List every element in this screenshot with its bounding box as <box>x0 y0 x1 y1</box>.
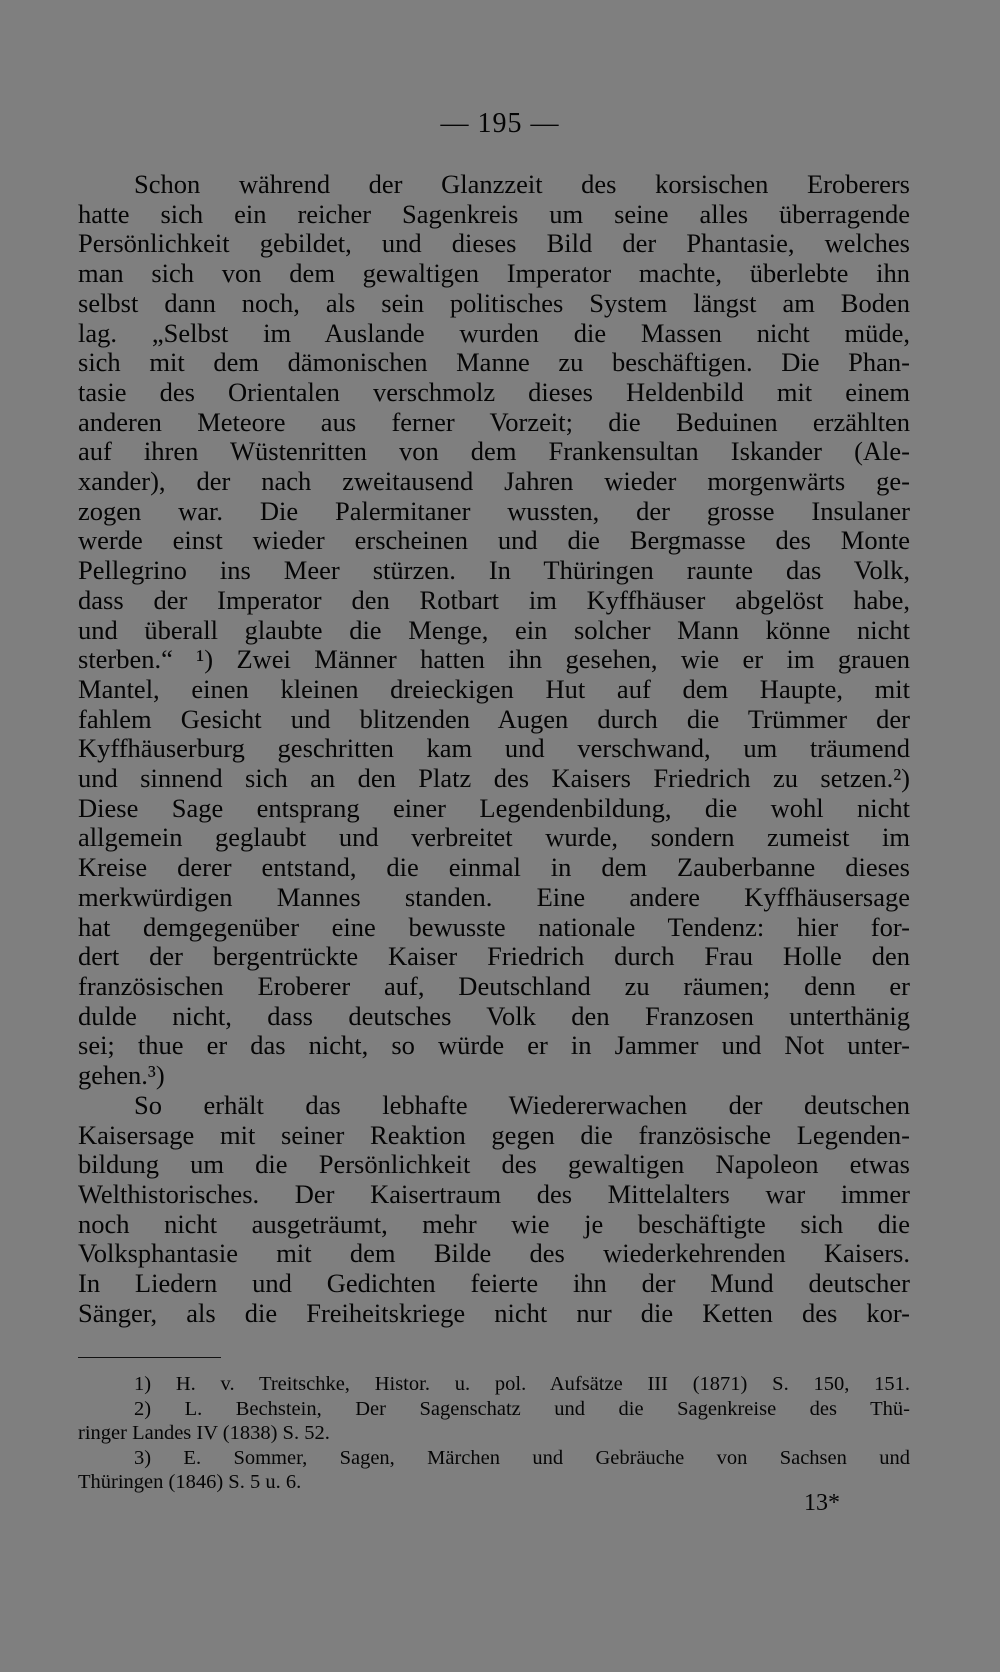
text-line: hat demgegenüber eine bewusste nationale Tendenz: hier for- <box>78 911 910 942</box>
text-line: merkwürdigen Mannes standen. Eine andere Kyffhäusersage <box>78 881 910 912</box>
text-line: allgemein geglaubt und verbreitet wurde, sondern zumeist im <box>78 822 910 853</box>
text-line: In Liedern und Gedichten feierte ihn der Mund deutscher <box>78 1268 910 1299</box>
text-line: Kaisersage mit seiner Reaktion gegen die französische Legenden- <box>78 1119 910 1150</box>
text-line: sei; thue er das nicht, so würde er in Jammer und Not unter- <box>78 1030 910 1061</box>
paragraph-2 <box>78 1091 910 1329</box>
footnote-divider <box>78 1357 221 1358</box>
text-line: dert der bergentrückte Kaiser Friedrich durch Frau Holle den <box>78 941 910 972</box>
paragraph-1 <box>78 170 910 1091</box>
text-line: selbst dann noch, als sein politisches System längst am Boden <box>78 287 910 318</box>
text-line: tasie des Orientalen verschmolz dieses Heldenbild mit einem <box>78 376 910 407</box>
text-line: Persönlichkeit gebildet, und dieses Bild der Phantasie, welches <box>78 228 910 259</box>
text-line: Schon während der Glanzzeit des korsischen Eroberers <box>134 169 910 199</box>
body-text <box>78 170 910 1328</box>
footnote-3: 3) E. Sommer, Sagen, Märchen und Gebräuche von Sachsen und <box>134 1446 910 1469</box>
footnote-2-continued: ringer Landes IV (1838) S. 52. <box>78 1422 330 1444</box>
text-line: sterben.“ ¹) Zwei Männer hatten ihn gesehen, wie er im grauen <box>78 644 910 675</box>
text-line: anderen Meteore aus ferner Vorzeit; die Beduinen erzählten <box>78 406 910 437</box>
text-line: Mantel, einen kleinen dreieckigen Hut auf dem Haupte, mit <box>78 673 910 704</box>
page-number: — 195 — <box>440 108 560 139</box>
footnote-2: 2) L. Bechstein, Der Sagenschatz und die Sagenkreise des Thü- <box>134 1397 910 1420</box>
text-line: Diese Sage entsprang einer Legendenbildung, die wohl nicht <box>78 792 910 823</box>
text-line: Kyffhäuserburg geschritten kam und verschwand, um träumend <box>78 733 910 764</box>
text-line: Kreise derer entstand, die einmal in dem Zauberbanne dieses <box>78 852 910 883</box>
text-line: Welthistorisches. Der Kaisertraum des Mittelalters war immer <box>78 1178 910 1209</box>
text-line: auf ihren Wüstenritten von dem Frankensultan Iskander (Ale- <box>78 436 910 467</box>
text-line: So erhält das lebhafte Wiedererwachen der deutschen <box>134 1089 910 1120</box>
text-line: sich mit dem dämonischen Manne zu beschäftigen. Die Phan- <box>78 347 910 378</box>
footnotes <box>78 1372 910 1495</box>
text-line: werde einst wieder erscheinen und die Bergmasse des Monte <box>78 525 910 556</box>
text-line: fahlem Gesicht und blitzenden Augen durch die Trümmer der <box>78 703 910 734</box>
text-line: xander), der nach zweitausend Jahren wieder morgenwärts ge- <box>78 466 910 497</box>
text-line: Sänger, als die Freiheitskriege nicht nur die Ketten des kor- <box>78 1297 910 1328</box>
text-line: dass der Imperator den Rotbart im Kyffhäuser abgelöst habe, <box>78 584 910 615</box>
text-line: Pellegrino ins Meer stürzen. In Thüringen raunte das Volk, <box>78 555 910 586</box>
text-line: und überall glaubte die Menge, ein solcher Mann könne nicht <box>78 614 910 645</box>
text-line: Volksphantasie mit dem Bilde des wiederkehrenden Kaisers. <box>78 1238 910 1269</box>
text-line: zogen war. Die Palermitaner wussten, der grosse Insulaner <box>78 495 910 526</box>
text-line: noch nicht ausgeträumt, mehr wie je beschäftigte sich die <box>78 1208 910 1239</box>
text-line: man sich von dem gewaltigen Imperator machte, überlebte ihn <box>78 258 910 289</box>
text-line: lag. „Selbst im Auslande wurden die Massen nicht müde, <box>78 317 910 348</box>
text-line: und sinnend sich an den Platz des Kaisers Friedrich zu setzen.²) <box>78 763 910 794</box>
footnote-1: 1) H. v. Treitschke, Histor. u. pol. Aufsätze III (1871) S. 150, 151. <box>134 1373 910 1395</box>
text-line: hatte sich ein reicher Sagenkreis um seine alles überragende <box>78 198 910 229</box>
text-line: gehen.³) <box>78 1060 165 1091</box>
text-line: französischen Eroberer auf, Deutschland zu räumen; denn er <box>78 970 910 1001</box>
footnote-3-continued: Thüringen (1846) S. 5 u. 6. <box>78 1471 302 1493</box>
text-line: dulde nicht, dass deutsches Volk den Franzosen unterthänig <box>78 1000 910 1031</box>
text-line: bildung um die Persönlichkeit des gewaltigen Napoleon etwas <box>78 1149 910 1180</box>
signature-mark: 13* <box>804 1490 840 1516</box>
